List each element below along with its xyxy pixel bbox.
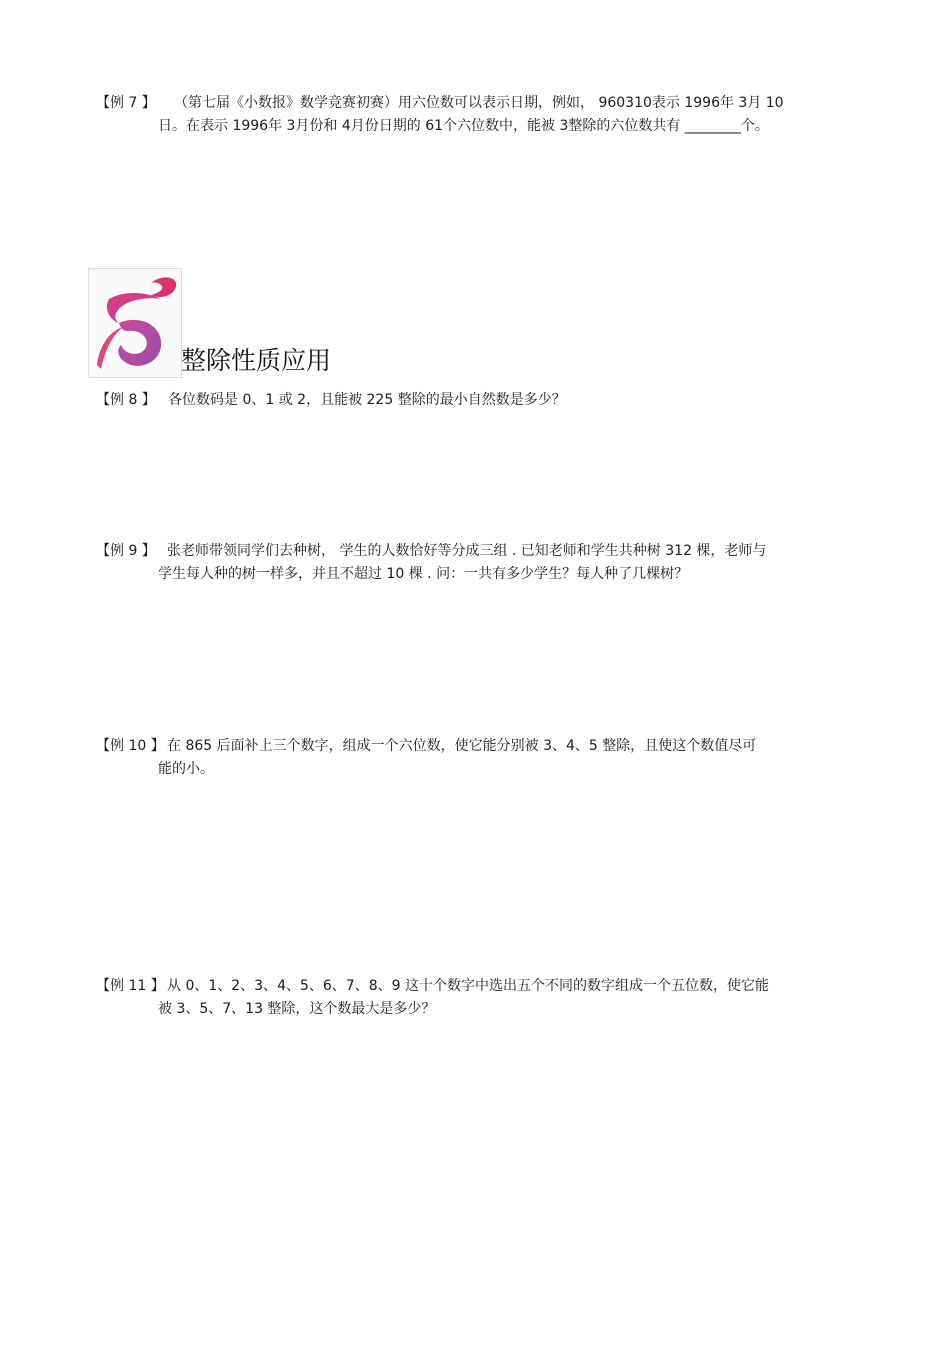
example-9	[96, 540, 866, 586]
example-text-line-1: 在 865 后面补上三个数字，组成一个六位数，使它能分别被 3、4、5 整除，且使这个数值尽可	[167, 738, 757, 754]
example-text-line-2: 被 3、5、7、13 整除，这个数最大是多少？	[158, 1001, 436, 1017]
example-label: 【例 9 】	[96, 543, 156, 559]
example-11	[96, 975, 866, 1021]
example-text-line-1: 各位数码是 0、1 或 2，且能被 225 整除的最小自然数是多少？	[168, 392, 566, 408]
example-text-line-1: （第七届《小数报》数学竞赛初赛）用六位数可以表示日期，例如， 960310表示 1996年 3月 10	[174, 95, 784, 111]
section-title: 整除性质应用	[181, 346, 332, 375]
example-7	[96, 92, 866, 138]
example-label: 【例 10 】	[96, 738, 165, 754]
example-8	[96, 389, 866, 412]
example-text-line-1: 从 0、1、2、3、4、5、6、7、8、9 这十个数字中选出五个不同的数字组成一个五位数，使它能	[167, 978, 769, 994]
example-10	[96, 735, 866, 781]
example-text-line-2: 日。在表示 1996年 3月份和 4月份日期的 61个六位数中，能被 3整除的六位数共有 ________个。	[158, 118, 769, 134]
example-text-line-2: 能的小。	[158, 761, 214, 777]
example-text-line-1: 张老师带领同学们去种树， 学生的人数恰好等分成三组 . 已知老师和学生共种树 312 棵，老师与	[167, 543, 767, 559]
example-text-line-2: 学生每人种的树一样多，并且不超过 10 棵 . 问：一共有多少学生？每人种了几棵树？	[158, 566, 689, 582]
example-label: 【例 11 】	[96, 978, 165, 994]
swirl-logo-icon	[88, 268, 182, 378]
example-label: 【例 8 】	[96, 392, 156, 408]
section-header	[88, 268, 488, 378]
example-label: 【例 7 】	[96, 95, 156, 111]
